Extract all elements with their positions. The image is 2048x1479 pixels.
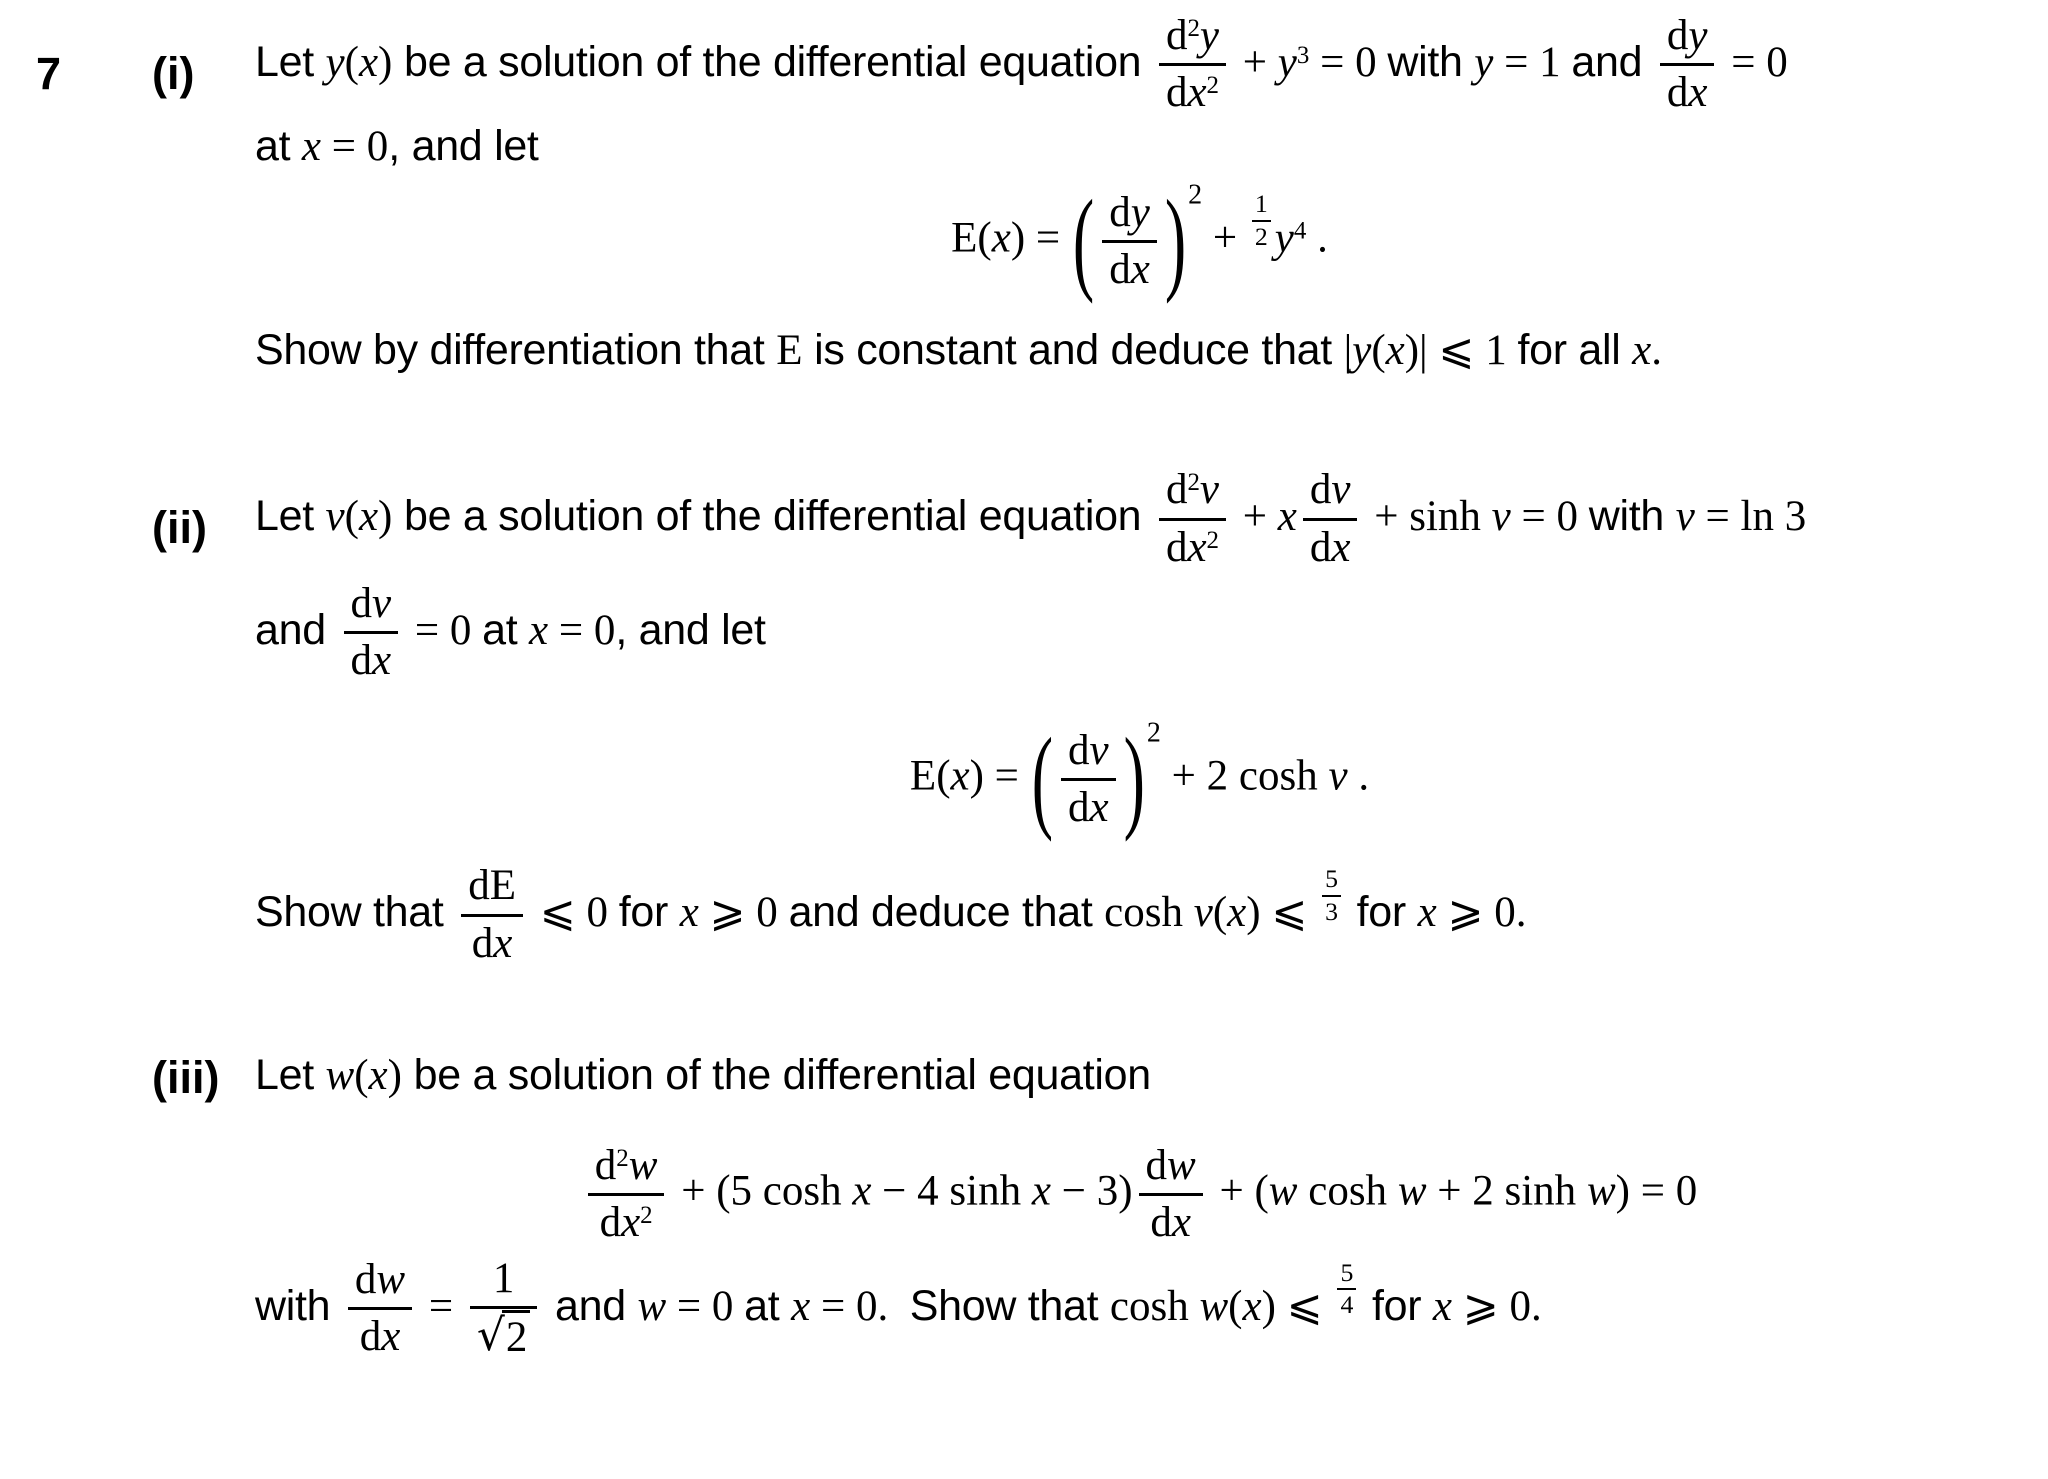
fraction-denominator [461, 917, 523, 968]
math-variable: x [852, 1167, 872, 1215]
math-variable: x [358, 493, 379, 541]
fraction [1159, 12, 1226, 117]
math-variable: x [493, 919, 513, 967]
fraction-numerator [461, 862, 523, 916]
math-symbol: ) = 0 [1615, 1167, 1698, 1215]
math-symbol: d [1109, 189, 1131, 237]
math-variable: v [325, 493, 345, 541]
math-variable: y [1352, 326, 1372, 374]
math-symbol: ( [1212, 889, 1228, 937]
math-symbol: ) [378, 493, 393, 541]
fraction-numerator [1159, 12, 1226, 66]
math-variable: w [1586, 1167, 1616, 1215]
math-symbol: dE [468, 862, 516, 910]
question-part-iii [0, 1048, 2048, 1363]
math-symbol: . [1306, 214, 1328, 262]
math-variable: x [1171, 1198, 1191, 1246]
superscript [1207, 72, 1219, 99]
fraction-denominator [470, 1309, 537, 1362]
math-symbol: 2 [640, 1201, 653, 1229]
text-run: , and let [615, 605, 766, 654]
text-run: be a solution of the differential equation [392, 492, 1153, 541]
math-variable: y [325, 39, 345, 87]
math-symbol: = 0 [404, 606, 483, 654]
part-iii-task-line [255, 1255, 2024, 1362]
part-ii-display-equation [255, 713, 2024, 842]
math-symbol: + 2 sinh [1426, 1167, 1587, 1215]
math-symbol: d [1068, 727, 1090, 775]
math-variable: w [325, 1051, 355, 1099]
superscript [1207, 527, 1219, 554]
text-run: for [1345, 888, 1418, 937]
math-symbol: d [1666, 12, 1689, 59]
fraction-numerator [1303, 466, 1358, 520]
math-symbol: + [1232, 493, 1278, 541]
fraction [461, 862, 523, 967]
text-run: at [744, 1281, 792, 1330]
text-run: for [618, 888, 680, 937]
math-symbol: + [1232, 39, 1278, 87]
text-run: , and let [388, 122, 539, 171]
math-symbol: ( [1371, 326, 1386, 374]
big-paren: ( [1072, 176, 1095, 304]
math-variable: x [679, 889, 699, 937]
part-i-task-line [255, 323, 2024, 379]
text-run: Let [255, 38, 326, 87]
fraction [344, 580, 399, 685]
math-variable: x [1187, 523, 1207, 571]
text-run: with [1387, 38, 1475, 87]
math-symbol: = 0 [548, 606, 616, 654]
math-variable: y [1277, 39, 1297, 87]
fraction-numerator [1159, 466, 1226, 520]
fraction-denominator [1322, 897, 1341, 927]
fraction [470, 1255, 537, 1362]
text-run: is constant and deduce that [802, 325, 1344, 374]
math-symbol: ( [344, 39, 359, 87]
math-symbol: 4 [1340, 1290, 1354, 1320]
fraction-denominator [1061, 781, 1116, 832]
text-run: Let [255, 1050, 326, 1099]
math-symbol: d [1068, 784, 1090, 832]
text-run: Show that [255, 888, 456, 937]
part-iii-content [255, 1048, 2048, 1363]
energy-equation-i [951, 176, 1328, 304]
math-symbol: d [359, 1313, 382, 1361]
math-symbol: 1 [1254, 189, 1268, 219]
math-symbol: ⩾ 0 [698, 889, 789, 937]
radicand: 2 [502, 1310, 531, 1361]
math-symbol: d [1145, 1141, 1168, 1189]
part-label-iii: (iii) [152, 1051, 220, 1103]
text-run: for all [1517, 325, 1633, 374]
math-symbol: ⩽ 0 [528, 889, 619, 937]
math-variable: y [1688, 12, 1708, 59]
fraction-numerator [1660, 12, 1715, 66]
math-variable: x [1385, 326, 1405, 374]
math-variable: x [1432, 1282, 1453, 1330]
math-variable: x [1130, 246, 1150, 294]
fraction [1102, 189, 1157, 294]
fraction-denominator [1159, 521, 1226, 572]
fraction [1337, 1259, 1356, 1321]
question-number-spacer [0, 1048, 120, 1050]
math-symbol: 2 [1206, 72, 1220, 100]
math-symbol: ⩾ 0. [1452, 1282, 1542, 1330]
math-symbol: = 0 [1309, 39, 1388, 87]
fraction-numerator [1337, 1259, 1356, 1291]
fraction-numerator [348, 1256, 412, 1310]
math-variable: w [628, 1141, 658, 1189]
math-variable: x [791, 1282, 811, 1330]
math-variable: v [1331, 466, 1351, 514]
math-variable: y [1199, 12, 1220, 59]
math-variable: x [950, 752, 970, 800]
math-symbol: d [1309, 466, 1332, 514]
superscript [1297, 42, 1309, 69]
question-part-i [0, 0, 2048, 378]
math-symbol: d [471, 919, 494, 967]
math-variable: w [637, 1282, 667, 1330]
fraction-denominator [588, 1196, 665, 1247]
math-symbol: ) = [969, 752, 1030, 800]
part-i-display-equation [255, 176, 2024, 304]
math-symbol: = 0. [810, 1282, 910, 1330]
math-variable: v [1491, 493, 1511, 541]
math-symbol: − 4 sinh [871, 1167, 1032, 1215]
part-iii-display-equation [255, 1142, 2024, 1247]
math-symbol: − 3) [1050, 1167, 1133, 1215]
text-run: Show by differentiation that [255, 325, 777, 374]
math-variable: x [1277, 493, 1297, 541]
math-symbol: E [776, 326, 803, 374]
math-symbol: + [1202, 214, 1248, 262]
math-symbol: cosh [1297, 1167, 1398, 1215]
math-symbol: E( [951, 214, 992, 262]
part-ii-task-line [255, 862, 2024, 967]
fraction [588, 1142, 665, 1247]
math-variable: x [1227, 889, 1247, 937]
text-run: with [255, 1281, 342, 1330]
energy-equation-ii [909, 713, 1370, 842]
text-run: and [1571, 38, 1654, 87]
text-run: Let [255, 492, 326, 541]
math-variable: x [1417, 889, 1437, 937]
math-symbol: = 0 [1510, 493, 1589, 541]
math-variable: x [1089, 784, 1109, 832]
math-variable: v [1193, 889, 1213, 937]
square-root [477, 1312, 530, 1362]
math-variable: x [529, 606, 549, 654]
fraction [1303, 466, 1358, 571]
fraction [1322, 865, 1341, 927]
math-symbol: = ln 3 [1694, 493, 1807, 541]
math-symbol: d [599, 1198, 622, 1246]
math-variable: v [1675, 493, 1695, 541]
question-number-spacer [0, 466, 120, 500]
text-run: at [482, 605, 530, 654]
math-symbol: + (5 cosh [670, 1167, 853, 1215]
fraction [348, 1256, 412, 1361]
math-symbol: = 1 [1493, 39, 1572, 87]
math-symbol: | [1343, 326, 1353, 374]
part-label-ii: (ii) [152, 502, 207, 554]
big-paren: ) [1123, 713, 1145, 842]
fraction-numerator [588, 1142, 665, 1196]
paren-exponent: 2 [1146, 717, 1161, 749]
math-symbol: 5 [1340, 1257, 1354, 1287]
math-symbol: d [1109, 246, 1131, 294]
fraction-denominator [1660, 66, 1715, 117]
math-variable: x [1187, 69, 1207, 117]
math-variable: x [358, 39, 379, 87]
fraction-denominator [348, 1310, 412, 1361]
math-symbol: = [418, 1282, 464, 1330]
math-symbol: 2 [1206, 526, 1220, 554]
fraction-numerator [1322, 865, 1341, 897]
math-symbol: ) ⩽ [1261, 1282, 1334, 1330]
math-variable: y [1130, 189, 1150, 237]
big-paren: ( [1031, 713, 1053, 842]
part-iii-intro-line [255, 1048, 2024, 1104]
fraction [1252, 190, 1271, 252]
fraction-denominator [1102, 243, 1157, 294]
differential-equation-iii [582, 1142, 1697, 1247]
math-variable: w [1397, 1167, 1427, 1215]
math-symbol: cosh [1104, 889, 1194, 937]
math-symbol: 4 [1293, 217, 1307, 245]
part-ii-intro-line [255, 466, 2024, 571]
math-symbol: 2 [616, 1144, 629, 1172]
superscript [1187, 15, 1199, 42]
math-variable: v [1199, 466, 1220, 514]
math-symbol: )| ⩽ 1 [1404, 326, 1518, 374]
text-run: be a solution of the differential equation [392, 38, 1153, 87]
part-i-content [255, 12, 2048, 378]
math-symbol: = 0 [666, 1282, 745, 1330]
fraction-denominator [344, 634, 399, 685]
fraction-numerator [1102, 189, 1157, 243]
math-symbol: . [1347, 752, 1370, 800]
math-symbol: = 0 [321, 123, 389, 171]
math-variable: w [1268, 1167, 1298, 1215]
math-symbol: d [1165, 523, 1188, 571]
math-symbol: d [354, 1255, 377, 1303]
fraction-numerator [1139, 1142, 1203, 1196]
fraction-numerator [344, 580, 399, 634]
math-variable: x [1031, 1167, 1051, 1215]
fraction-denominator [1337, 1290, 1356, 1320]
fraction-numerator [1252, 190, 1271, 222]
math-variable: v [1089, 727, 1109, 775]
math-symbol: . [1651, 326, 1662, 374]
text-run: Show that [909, 1281, 1110, 1330]
text-run: with [1588, 492, 1676, 541]
fraction [1159, 466, 1226, 571]
math-symbol: ) = [1010, 214, 1071, 262]
math-symbol: 2 [1187, 15, 1200, 43]
math-symbol: d [1165, 12, 1188, 59]
part-i-intro-line [255, 12, 2024, 117]
text-run: be a solution of the differential equation [401, 1050, 1151, 1099]
question-part-ii [0, 466, 2048, 967]
math-symbol: E( [909, 752, 951, 800]
question-number: 7 [36, 48, 62, 99]
paren-exponent: 2 [1188, 179, 1203, 211]
math-symbol: + ( [1208, 1167, 1269, 1215]
math-symbol: 2 [1254, 222, 1268, 252]
big-paren: ) [1164, 176, 1187, 304]
math-variable: y [1474, 39, 1494, 87]
math-variable: x [1331, 523, 1351, 571]
math-variable: x [1242, 1282, 1262, 1330]
math-symbol: 5 [1325, 864, 1339, 894]
fraction-numerator [470, 1255, 537, 1309]
math-symbol: d [1165, 69, 1188, 117]
fraction-denominator [1139, 1196, 1203, 1247]
text-run: for [1360, 1281, 1433, 1330]
fraction-denominator [1303, 521, 1358, 572]
part-ii-intro-line-2 [255, 580, 2024, 685]
superscript [1294, 218, 1306, 245]
fraction [1061, 727, 1116, 832]
part-ii-content [255, 466, 2048, 967]
text-run: and [543, 1281, 638, 1330]
math-symbol: ( [344, 493, 359, 541]
math-variable: v [1328, 752, 1348, 800]
text-run: and deduce that [788, 888, 1105, 937]
superscript [616, 1145, 628, 1172]
part-i-intro-line-2 [255, 119, 2024, 175]
math-variable: y [1274, 214, 1294, 262]
math-symbol: d [1666, 69, 1689, 117]
superscript [1187, 469, 1199, 496]
math-symbol: d [1309, 523, 1332, 571]
math-symbol: ⩾ 0. [1436, 889, 1527, 937]
math-symbol: ) ⩽ [1246, 889, 1319, 937]
math-symbol: + sinh [1363, 493, 1492, 541]
text-run: and [255, 605, 338, 654]
math-symbol: d [594, 1141, 617, 1189]
math-variable: w [1167, 1141, 1196, 1189]
math-variable: x [1632, 326, 1652, 374]
math-variable: w [1199, 1282, 1229, 1330]
math-variable: x [381, 1313, 401, 1361]
math-symbol: + 2 cosh [1160, 752, 1329, 800]
math-symbol: d [350, 579, 372, 627]
fraction [1660, 12, 1715, 117]
math-variable: v [372, 579, 392, 627]
math-symbol: ( [354, 1051, 369, 1099]
fraction-numerator [1061, 727, 1116, 781]
math-variable: x [1688, 69, 1708, 117]
math-symbol: d [1150, 1198, 1172, 1246]
math-variable: x [372, 636, 392, 684]
math-variable: x [621, 1198, 641, 1246]
math-symbol: 3 [1296, 42, 1310, 70]
math-variable: x [991, 214, 1011, 262]
math-symbol: 3 [1325, 896, 1339, 926]
math-symbol: d [350, 636, 372, 684]
math-variable: x [368, 1051, 388, 1099]
fraction [1139, 1142, 1203, 1247]
part-label-i: (i) [152, 48, 195, 99]
fraction-denominator [1159, 66, 1226, 117]
math-symbol: d [1165, 466, 1188, 514]
math-symbol: 2 [1187, 469, 1200, 497]
math-symbol: ( [1228, 1282, 1243, 1330]
math-variable: w [376, 1255, 406, 1303]
text-run: at [255, 122, 302, 171]
math-variable: x [301, 123, 322, 171]
superscript [640, 1202, 652, 1229]
fraction-denominator [1252, 222, 1271, 252]
radical-sign: √ [476, 1310, 505, 1362]
math-symbol: ) [387, 1051, 402, 1099]
math-symbol: 1 [492, 1254, 515, 1302]
math-symbol: ) [378, 39, 393, 87]
math-symbol: cosh [1109, 1282, 1200, 1330]
math-symbol: = 0 [1720, 39, 1788, 87]
